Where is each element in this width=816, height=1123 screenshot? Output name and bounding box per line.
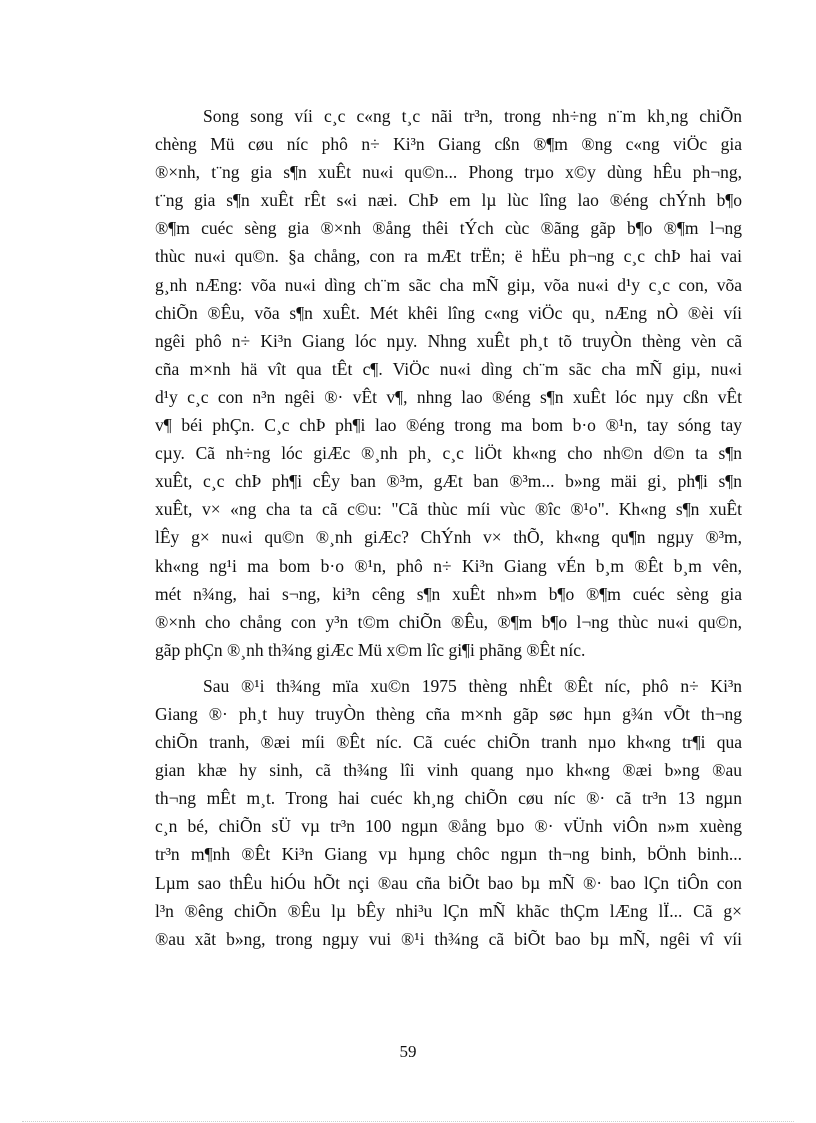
text-line: chiÕn tranh, ®æi míi ®Êt níc. Cã cuéc chiÕn tranh nµo kh«ng tr¶i qua <box>155 732 742 753</box>
text-line: Lµm sao thÊu hiÓu hÕt nçi ®au cña biÕt bao bµ mÑ ®· bao lÇn tiÔn con <box>155 872 742 893</box>
text-line: gãp phÇn ®¸nh th¾ng giÆc Mü x©m lîc gi¶i phãng ®Êt níc. <box>155 639 586 660</box>
text-line: ®¶m cuéc sèng gia ®×nh ®ång thêi tÝch cùc ®ãng gãp b¶o ®¶m l¬ng <box>155 218 742 239</box>
paragraph <box>155 102 742 664</box>
text-line: ngêi phô n÷ Ki³n Giang lóc nµy. Nhng xuÊt ph¸t tõ truyÒn thèng vèn cã <box>155 330 742 351</box>
text-line: thùc nu«i qu©n. §a chång, con ra mÆt trËn; ë hËu ph¬ng c¸c chÞ hai vai <box>155 246 742 267</box>
text-line: lÊy g× nu«i qu©n ®¸nh giÆc? ChÝnh v× thÕ, kh«ng qu¶n ngµy ®³m, <box>155 527 742 548</box>
text-line: t¨ng gia s¶n xuÊt rÊt s«i næi. ChÞ em lµ lùc lîng lao ®éng chÝnh b¶o <box>155 190 742 211</box>
text-line: d¹y c¸c con n³n ngêi ®· vÊt v¶, nhng lao ®éng s¶n xuÊt lóc nµy cßn vÊt <box>155 386 742 407</box>
paragraph-gap <box>155 664 742 672</box>
text-line: ®au xãt b»ng, trong ngµy vui ®¹i th¾ng cã biÕt bao bµ mÑ, ngêi vî víi <box>155 928 742 949</box>
text-line: cña m×nh hä vît qua tÊt c¶. ViÖc nu«i dìng ch¨m sãc cha mÑ giµ, nu«i <box>155 358 742 379</box>
text-line: mét n¾ng, hai s¬ng, ki³n cêng s¶n xuÊt nh»m b¶o ®¶m cuéc sèng gia <box>155 583 742 604</box>
text-line: tr³n m¶nh ®Êt Ki³n Giang vµ hµng chôc ngµn th¬ng binh, bÖnh binh... <box>155 844 742 865</box>
text-line: ®×nh, t¨ng gia s¶n xuÊt nu«i qu©n... Phong trµo x©y dùng hÊu ph¬ng, <box>155 162 742 183</box>
paragraph <box>155 672 742 953</box>
text-line: kh«ng ng¹i ma bom b·o ®¹n, phô n÷ Ki³n Giang vÉn b¸m ®Êt b¸m vên, <box>155 555 742 576</box>
text-line: chiÕn ®Êu, võa s¶n xuÊt. Mét khêi lîng c«ng viÖc qu¸ nÆng nÒ ®èi víi <box>155 302 742 323</box>
text-line: gian khæ hy sinh, cã th¾ng lîi vinh quang nµo kh«ng ®æi b»ng ®au <box>155 760 742 781</box>
text-line: xuÊt, c¸c chÞ ph¶i cÊy ban ®³m, gÆt ban ®³m... b»ng mäi gi¸ ph¶i s¶n <box>155 471 742 492</box>
text-line: xuÊt, v× «ng cha ta cã c©u: "Cã thùc míi vùc ®îc ®¹o". Kh«ng s¶n xuÊt <box>155 499 742 520</box>
footer-divider <box>22 1121 794 1122</box>
text-line: v¶ béi phÇn. C¸c chÞ ph¶i lao ®éng trong ma bom b·o ®¹n, tay sóng tay <box>155 415 742 436</box>
text-line: ®×nh cho chång con y³n t©m chiÕn ®Êu, ®¶m b¶o l¬ng thùc nu«i qu©n, <box>155 611 742 632</box>
text-line: g¸nh nÆng: võa nu«i dìng ch¨m sãc cha mÑ giµ, võa nu«i d¹y c¸c con, võa <box>155 274 742 295</box>
text-line: c¸n bé, chiÕn sÜ vµ tr³n 100 ngµn ®ång bµo ®· vÜnh viÔn n»m xuèng <box>155 816 742 837</box>
page-number: 59 <box>399 1042 417 1061</box>
text-line: th¬ng mÊt m¸t. Trong hai cuéc kh¸ng chiÕn cøu níc ®· cã tr³n 13 ngµn <box>155 788 742 809</box>
text-line: Song song víi c¸c c«ng t¸c nãi tr³n, trong nh÷ng n¨m kh¸ng chiÕn <box>203 106 742 126</box>
text-line: chèng Mü cøu níc phô n÷ Ki³n Giang cßn ®¶m ®ng c«ng viÖc gia <box>155 134 742 155</box>
text-line: Giang ®· ph¸t huy truyÒn thèng cña m×nh gãp søc hµn g¾n vÕt th¬ng <box>155 703 742 724</box>
body-text <box>155 102 742 953</box>
text-line: l³n ®êng chiÕn ®Êu lµ bÊy nhi³u lÇn mÑ khãc thÇm lÆng lÏ... Cã g× <box>155 900 742 921</box>
text-line: Sau ®¹i th¾ng mïa xu©n 1975 thèng nhÊt ®Êt níc, phô n÷ Ki³n <box>203 675 742 696</box>
text-line: cµy. Cã nh÷ng lóc giÆc ®¸nh ph¸ c¸c liÖt kh«ng cho nh©n d©n ta s¶n <box>155 443 742 464</box>
